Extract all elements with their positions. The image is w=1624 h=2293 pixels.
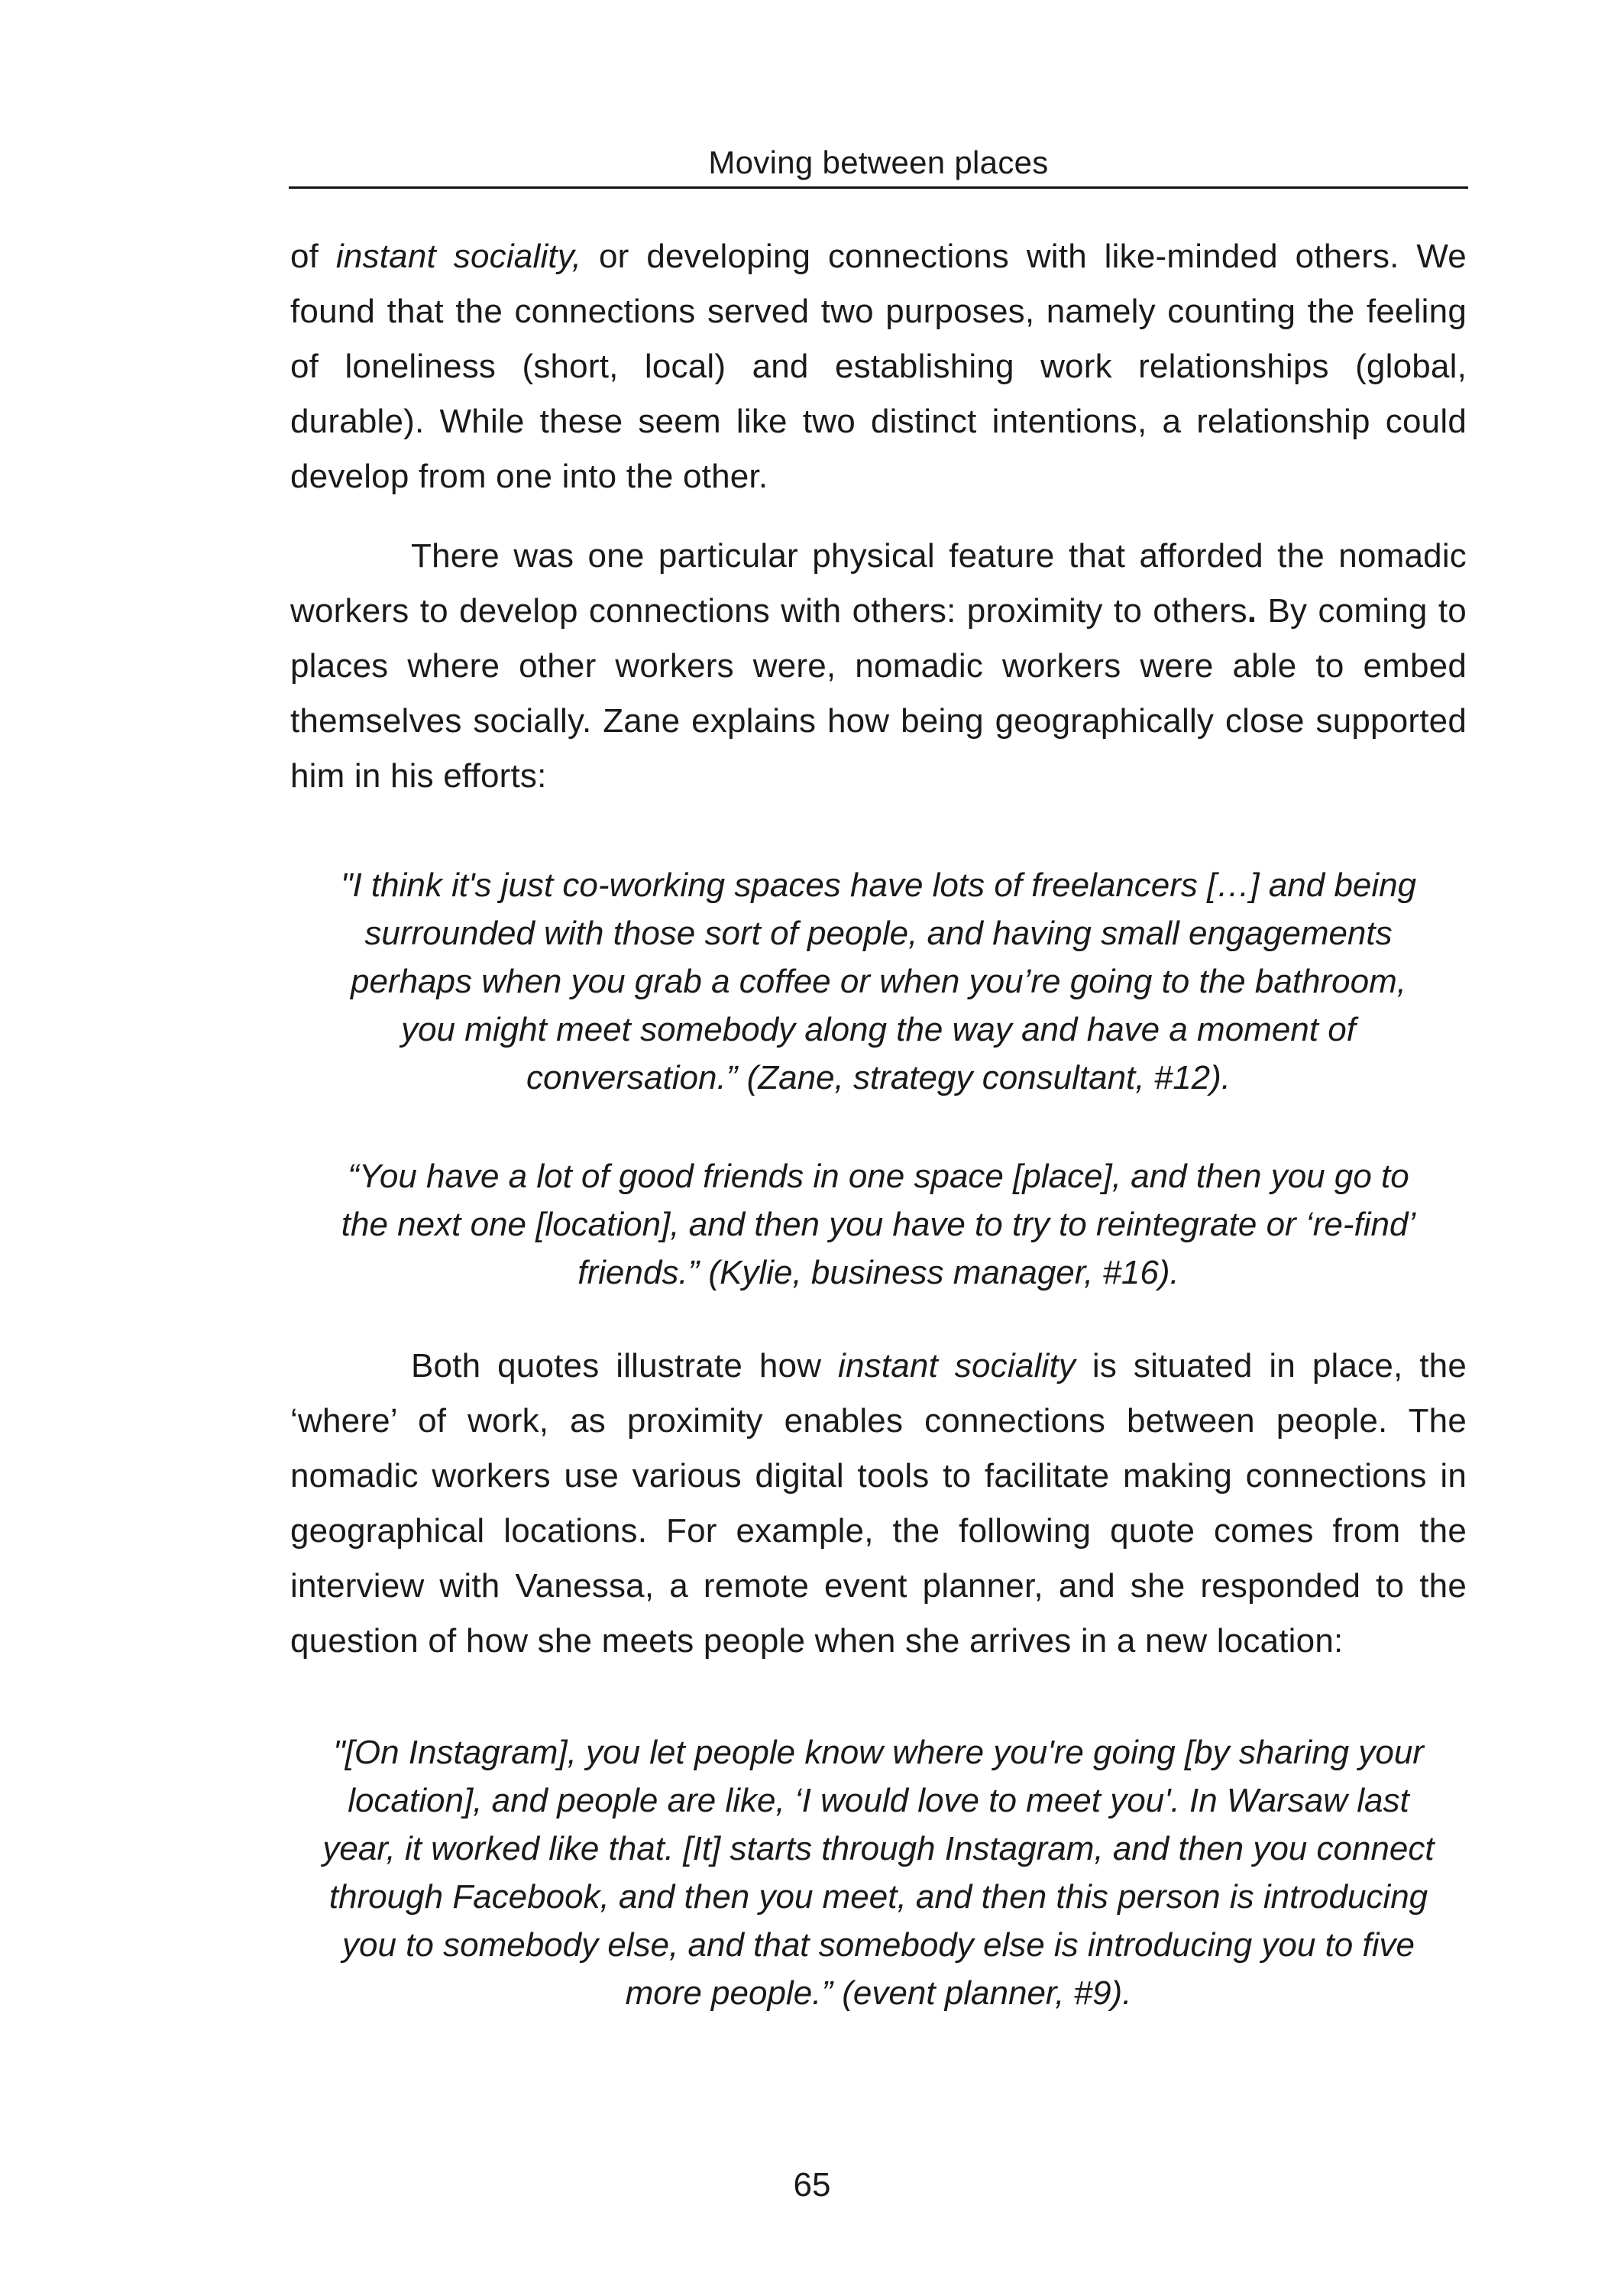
body-paragraph-1 xyxy=(290,229,1467,504)
paragraph-text: is situated in place, the ‘where’ of work, as proximity enables connections between people. The nomadic workers use various digital tools to facilitate making connections in geographical locations. For example, the following quote comes from the interview with Vanessa, a remote event planner, and she responded to the question of how she meets people when she arrives in a new location: xyxy=(290,1347,1467,1660)
body-paragraph-2 xyxy=(290,529,1467,804)
paragraph-text: There was one particular physical feature that afforded the nomadic workers to develop connections with others: proximity to others xyxy=(290,537,1467,630)
bold-period: . xyxy=(1247,592,1257,630)
block-quote-kylie xyxy=(321,1152,1436,1297)
quote-text: "[On Instagram], you let people know where you're going [by sharing your location], and people are like, ‘I would love to meet you'. In Warsaw last year, it worked like that. [It] starts through Instagram, and then you connect through Facebook, and then you meet, and then this person is introducing you to somebody else, and that somebody else is introducing you to five more people.” (event planner, #9). xyxy=(322,1734,1435,2012)
paragraph-text: or developing connections with like-minded others. We found that the connections served two purposes, namely counting the feeling of loneliness (short, local) and establishing work relationships (global, durable). While these seem like two distinct intentions, a relationship could develop from one into the other. xyxy=(290,238,1467,495)
paragraph-text: By coming to places where other workers were, nomadic workers were able to embed themselves socially. Zane explains how being geographically close supported him in his efforts: xyxy=(290,592,1467,795)
quote-text: "I think it's just co-working spaces have lots of freelancers […] and being surrounded with those sort of people, and having small engagements perhaps when you grab a coffee or when you’re going to the bathroom, you might meet somebody along the way and have a moment of conversation.” (Zane, strategy consultant, #12). xyxy=(340,866,1417,1096)
paragraph-text: of xyxy=(290,238,336,275)
block-quote-vanessa xyxy=(321,1728,1436,2017)
quote-text: “You have a lot of good friends in one space [place], and then you go to the next one [location], and then you have to try to reintegrate or ‘re-find’ friends.” (Kylie, business manager, #16). xyxy=(341,1158,1416,1291)
block-quote-zane xyxy=(321,861,1436,1102)
running-header: Moving between places xyxy=(289,139,1468,189)
page-number: 65 xyxy=(793,2166,831,2204)
emphasis-term: instant sociality xyxy=(837,1347,1076,1385)
body-paragraph-3 xyxy=(290,1339,1467,1669)
paragraph-text: Both quotes illustrate how xyxy=(411,1347,838,1385)
emphasis-term: instant sociality, xyxy=(335,238,582,275)
